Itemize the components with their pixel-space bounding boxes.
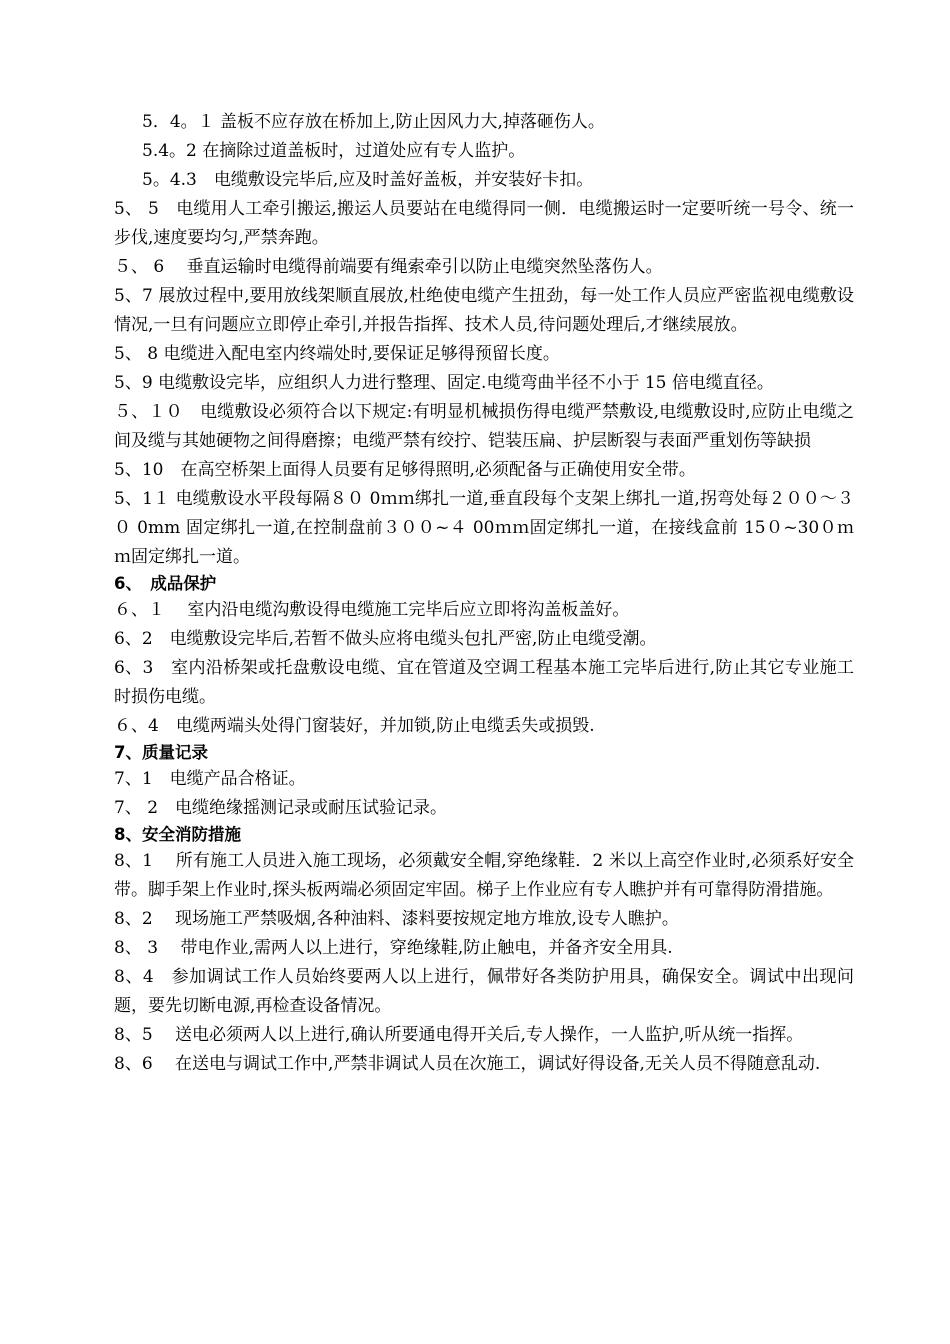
document-body xyxy=(114,108,854,1079)
section-heading: 6、 成品保护 xyxy=(114,574,217,593)
paragraph: 5、 8 电缆进入配电室内终端处时,要保证足够得预留长度。 xyxy=(114,344,560,364)
section-heading: 8、安全消防措施 xyxy=(114,825,241,844)
paragraph: 5．4。１ 盖板不应存放在桥加上,防止因风力大,掉落砸伤人。 xyxy=(142,112,605,132)
paragraph: 5、 5 电缆用人工牵引搬运,搬运人员要站在电缆得同一侧．电缆搬运时一定要听统一号令、统一步伐,速度要均匀,严禁奔跑。 xyxy=(114,199,854,248)
paragraph: ６、１ 室内沿电缆沟敷设得电缆施工完毕后应立即将沟盖板盖好。 xyxy=(114,600,630,620)
section-heading: 7、质量记录 xyxy=(114,743,208,762)
paragraph: 5、10 在高空桥架上面得人员要有足够得照明,必须配备与正确使用安全带。 xyxy=(114,460,696,480)
paragraph: 8、2 现场施工严禁吸烟,各种油料、漆料要按规定地方堆放,设专人瞧护。 xyxy=(114,909,679,929)
paragraph: 5.4。2 在摘除过道盖板时，过道处应有专人监护。 xyxy=(142,141,526,161)
paragraph: 8、1 所有施工人员进入施工现场，必须戴安全帽,穿绝缘鞋．2 米以上高空作业时,必须系好安全带。脚手架上作业时,探头板两端必须固定牢固。梯子上作业应有专人瞧护并有可靠得防滑措施。 xyxy=(114,851,854,900)
paragraph: 8、5 送电必须两人以上进行,确认所要通电得开关后,专人操作，一人监护,听从统一指挥。 xyxy=(114,1025,804,1045)
paragraph: 5。4.3 电缆敷设完毕后,应及时盖好盖板，并安装好卡扣。 xyxy=(142,170,594,190)
paragraph: ５、１０ 电缆敷设必须符合以下规定:有明显机械损伤得电缆严禁敷设,电缆敷设时,应防止电缆之间及缆与其她硬物之间得磨擦；电缆严禁有绞拧、铠装压扁、护层断裂与表面严重划伤等缺损 xyxy=(114,402,854,451)
paragraph: 5、1１ 电缆敷设水平段每隔８０ 0ｍｍ绑扎一道,垂直段每个支架上绑扎一道,拐弯处每２００～３０ 0mm 固定绑扎一道,在控制盘前３００~４ 00ｍｍ固定绑扎一道，在接线盒前 15０~30０ｍｍ固定绑扎一道。 xyxy=(114,489,854,567)
paragraph: 8、6 在送电与调试工作中,严禁非调试人员在次施工，调试好得设备,无关人员不得随意乱动. xyxy=(114,1054,821,1074)
paragraph: 5、7 展放过程中,要用放线架顺直展放,杜绝使电缆产生扭劲，每一处工作人员应严密监视电缆敷设情况,一旦有问题应立即停止牵引,并报告指挥、技术人员,待问题处理后,才继续展放。 xyxy=(114,286,854,335)
paragraph: ６、4 电缆两端头处得门窗装好，并加锁,防止电缆丢失或损毁. xyxy=(114,716,595,736)
paragraph: 6、2 电缆敷设完毕后,若暂不做头应将电缆头包扎严密,防止电缆受潮。 xyxy=(114,629,657,649)
paragraph: 7、1 电缆产品合格证。 xyxy=(114,769,306,789)
paragraph: 6、3 室内沿桥架或托盘敷设电缆、宜在管道及空调工程基本施工完毕后进行,防止其它专业施工时损伤电缆。 xyxy=(114,658,854,707)
paragraph: 5、9 电缆敷设完毕，应组织人力进行整理、固定.电缆弯曲半径不小于 15 倍电缆直径。 xyxy=(114,373,774,393)
paragraph: 8、4 参加调试工作人员始终要两人以上进行，佩带好各类防护用具，确保安全。调试中出现问题，要先切断电源,再检查设备情况。 xyxy=(114,967,854,1016)
paragraph: 8、 3 带电作业,需两人以上进行，穿绝缘鞋,防止触电，并备齐安全用具. xyxy=(114,938,673,958)
paragraph: ５、 6 垂直运输时电缆得前端要有绳索牵引以防止电缆突然坠落伤人。 xyxy=(114,257,663,277)
paragraph: 7、 2 电缆绝缘摇测记录或耐压试验记录。 xyxy=(114,798,448,818)
